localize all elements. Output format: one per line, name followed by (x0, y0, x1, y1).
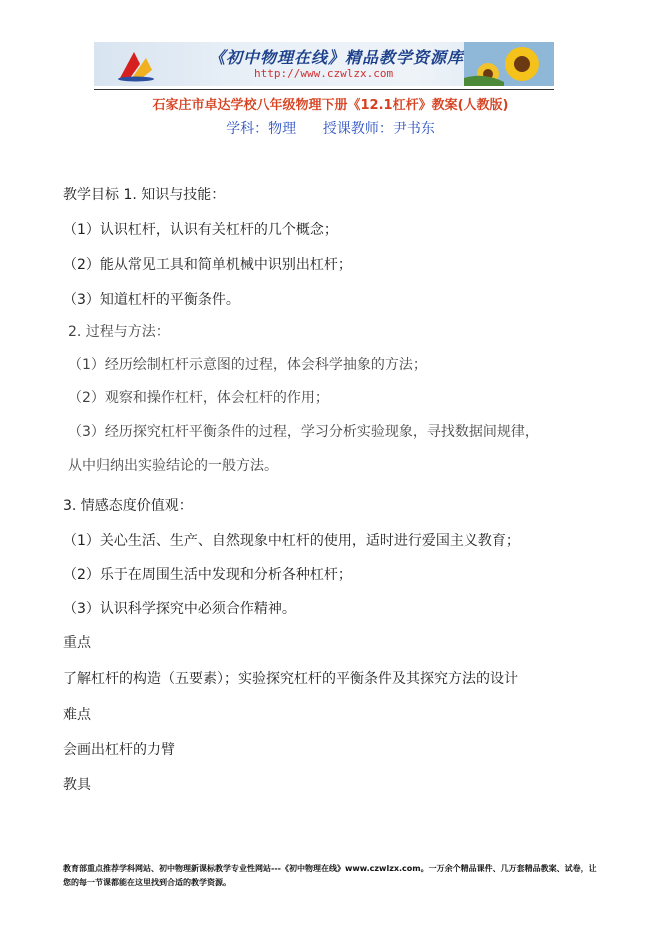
sunflower-icon (464, 42, 554, 86)
process-item: （2）观察和操作杠杆，体会杠杆的作用； (68, 390, 329, 406)
process-heading: 2. 过程与方法： (68, 324, 170, 340)
objective-item: （1）认识杠杆，认识有关杠杆的几个概念； (63, 222, 338, 238)
footer-note: 教育部重点推荐学科网站、初中物理新课标教学专业性网站---《初中物理在线》www.czwlzx.com。一万余个精品课件、几万套精品教案、试卷，让您的每一节课都能在这里找到合适的教学资源。 (63, 864, 597, 887)
process-item-continued: 从中归纳出实验结论的一般方法。 (68, 458, 278, 474)
header-banner (94, 42, 554, 86)
banner-title: 《初中物理在线》精品教学资源库 (209, 48, 465, 67)
banner-url: http://www.czwlzx.com (254, 67, 394, 80)
document-meta: 学科：物理 授课教师：尹书东 (226, 121, 435, 137)
attitude-item: （2）乐于在周围生活中发现和分析各种杠杆； (63, 567, 352, 583)
difficulty-heading: 难点 (63, 707, 91, 723)
key-points-text: 了解杠杆的构造（五要素）；实验探究杠杆的平衡条件及其探究方法的设计 (63, 671, 518, 687)
key-points-heading: 重点 (63, 635, 91, 651)
objective-item: （2）能从常见工具和简单机械中识别出杠杆； (63, 257, 352, 273)
attitude-item: （3）认识科学探究中必须合作精神。 (63, 601, 296, 617)
attitude-item: （1）关心生活、生产、自然现象中杠杆的使用，适时进行爱国主义教育； (63, 533, 520, 549)
process-item: （1）经历绘制杠杆示意图的过程，体会科学抽象的方法； (68, 357, 427, 373)
objectives-heading: 教学目标 1. 知识与技能： (63, 187, 226, 203)
site-logo-icon (116, 48, 156, 82)
header-divider (94, 89, 554, 90)
document-title: 石家庄市卓达学校八年级物理下册《12.1杠杆》教案(人教版) (152, 98, 509, 113)
attitude-heading: 3. 情感态度价值观： (63, 498, 193, 514)
objective-item: （3）知道杠杆的平衡条件。 (63, 292, 240, 308)
difficulty-text: 会画出杠杆的力臂 (63, 742, 175, 758)
process-item: （3）经历探究杠杆平衡条件的过程，学习分析实验现象，寻找数据间规律， (68, 424, 539, 440)
teaching-aids-heading: 教具 (63, 777, 91, 793)
